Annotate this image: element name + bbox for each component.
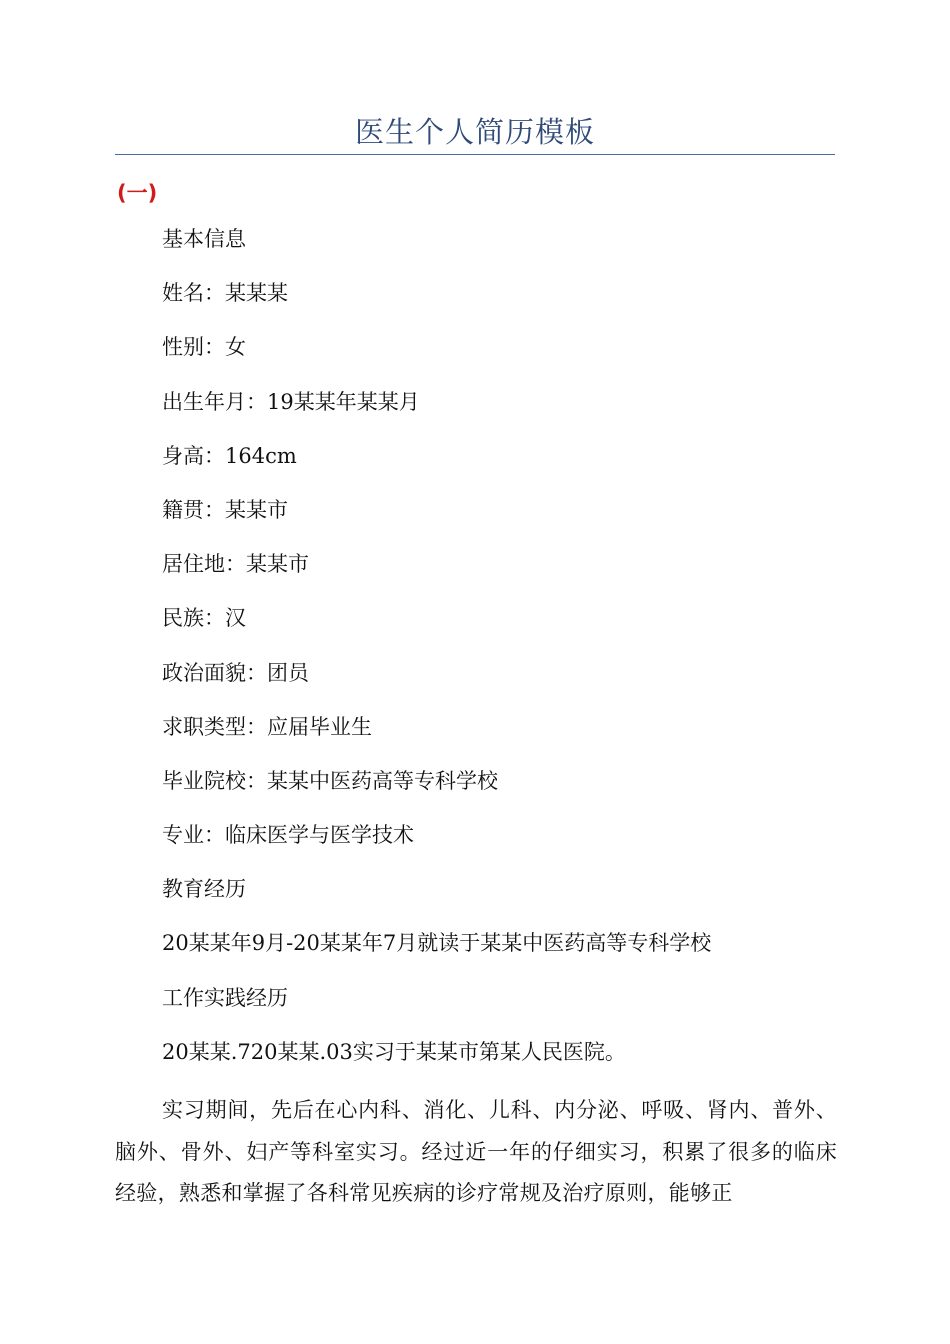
internship-paragraph: 实习期间，先后在心内科、消化、儿科、内分泌、呼吸、肾内、普外、脑外、骨外、妇产等科室实习。经过近一年的仔细实习，积累了很多的临床经验，熟悉和掌握了各科常见疾病的诊疗常规及治疗原则，能够正 [115,1098,837,1205]
field-native-place: 籍贯：某某市 [162,497,288,522]
field-residence: 居住地：某某市 [162,552,309,577]
title-underline [115,154,835,155]
field-name: 姓名：某某某 [162,281,288,306]
section-heading-work: 工作实践经历 [162,985,288,1010]
field-birth-date: 出生年月：19某某年某某月 [162,389,420,414]
field-ethnicity: 民族：汉 [162,606,246,631]
field-major: 专业：临床医学与医学技术 [162,823,414,848]
document-title: 医生个人简历模板 [354,115,595,149]
work-entry: 20某某.720某某.03实习于某某市第某人民医院。 [162,1039,626,1064]
field-job-type: 求职类型：应届毕业生 [162,714,372,739]
field-school: 毕业院校：某某中医药高等专科学校 [162,768,498,793]
field-height: 身高：164cm [162,443,297,468]
section-marker: (一) [117,181,158,205]
field-gender: 性别：女 [162,335,246,360]
field-political-status: 政治面貌：团员 [162,660,309,685]
section-heading-education: 教育经历 [162,877,246,902]
section-heading-basic-info: 基本信息 [162,227,246,251]
education-entry: 20某某年9月-20某某年7月就读于某某中医药高等专科学校 [162,931,712,956]
resume-lines [162,224,711,1091]
